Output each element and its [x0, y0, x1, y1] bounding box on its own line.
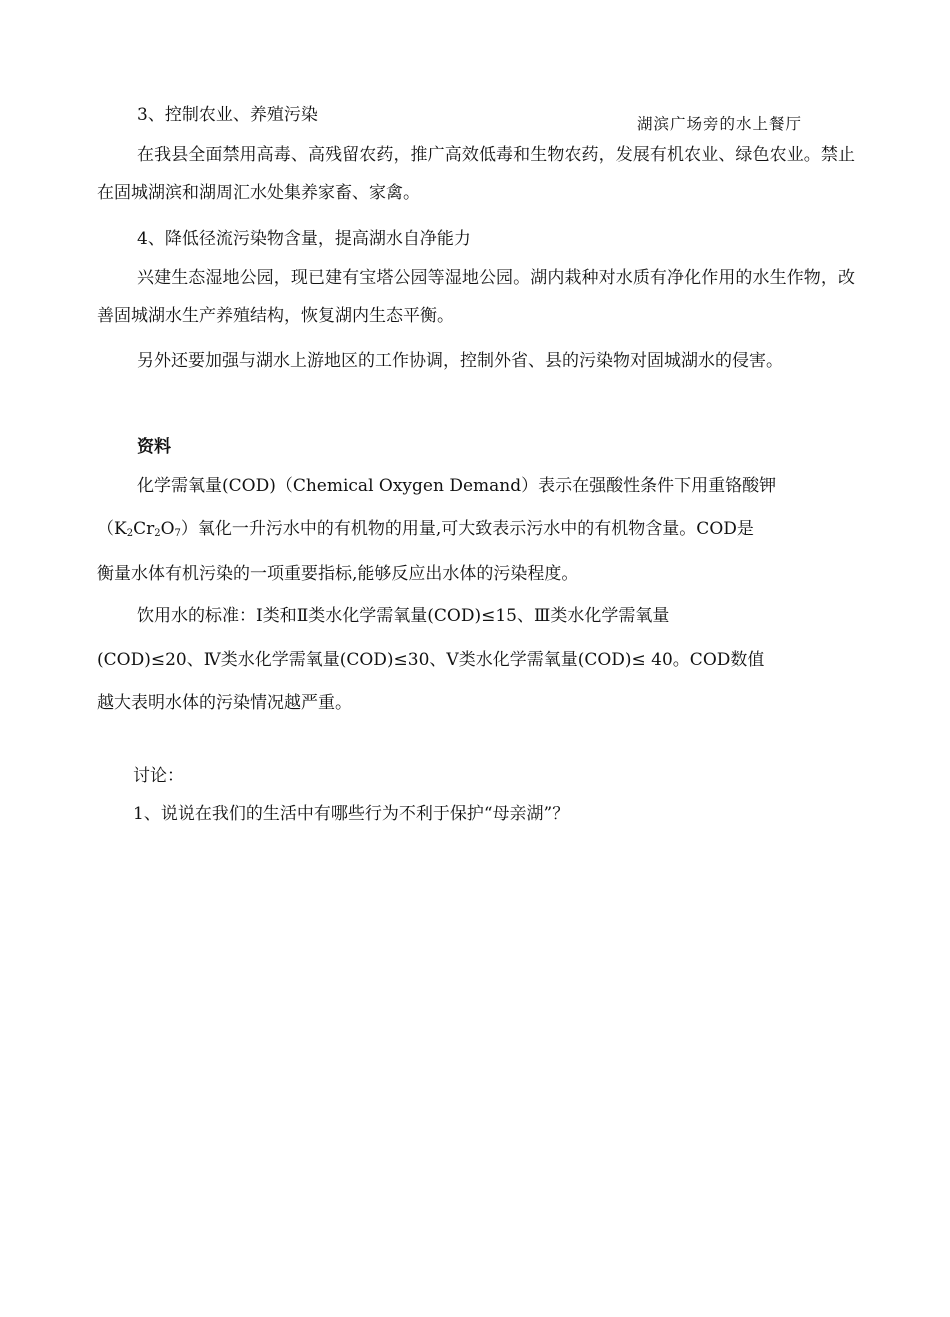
formula-sub-1: 2 — [126, 528, 134, 539]
section-4-heading: 4、降低径流污染物含量，提高湖水自净能力 — [137, 229, 471, 249]
section-4-body: 兴建生态湿地公园，现已建有宝塔公园等湿地公园。湖内栽种对水质有净化作用的水生作物，改善固城湖水生产养殖结构，恢复湖内生态平衡。 — [97, 268, 855, 326]
cod-line-2-post: ）氧化一升污水中的有机物的用量,可大致表示污水中的有机物含量。COD是 — [180, 519, 754, 539]
standard-line-1: 饮用水的标准：Ⅰ类和Ⅱ类水化学需氧量(COD)≤15、Ⅲ类水化学需氧量 — [137, 606, 670, 626]
formula-sub-3: 7 — [174, 528, 181, 539]
formula-sub-2: 2 — [154, 528, 161, 539]
photo-caption: 湖滨广场旁的水上餐厅 — [637, 115, 803, 133]
section-3-heading: 3、控制农业、养殖污染 — [137, 105, 318, 125]
cod-line-3: 衡量水体有机污染的一项重要指标,能够反应出水体的污染程度。 — [97, 564, 579, 584]
material-title: 资料 — [137, 437, 171, 457]
discussion-label: 讨论： — [133, 766, 184, 786]
formula-o: O — [160, 519, 175, 539]
cod-line-2-pre: （K — [97, 519, 127, 539]
cod-line-1: 化学需氧量(COD)（Chemical Oxygen Demand）表示在强酸性条件下用重铬酸钾 — [137, 476, 777, 496]
discussion-question-1: 1、说说在我们的生活中有哪些行为不利于保护“母亲湖”？ — [133, 804, 570, 824]
cod-line-2 — [97, 510, 754, 553]
section-3-body: 在我县全面禁用高毒、高残留农药，推广高效低毒和生物农药，发展有机农业、绿色农业。禁止在固城湖滨和湖周汇水处集养家畜、家禽。 — [97, 145, 855, 203]
standard-line-2: (COD)≤20、Ⅳ类水化学需氧量(COD)≤30、Ⅴ类水化学需氧量(COD)≤ 40。COD数值 — [97, 650, 765, 670]
formula-cr: Cr — [133, 519, 155, 539]
standard-line-3: 越大表明水体的污染情况越严重。 — [97, 693, 352, 713]
extra-paragraph: 另外还要加强与湖水上游地区的工作协调，控制外省、县的污染物对固城湖水的侵害。 — [137, 351, 783, 371]
